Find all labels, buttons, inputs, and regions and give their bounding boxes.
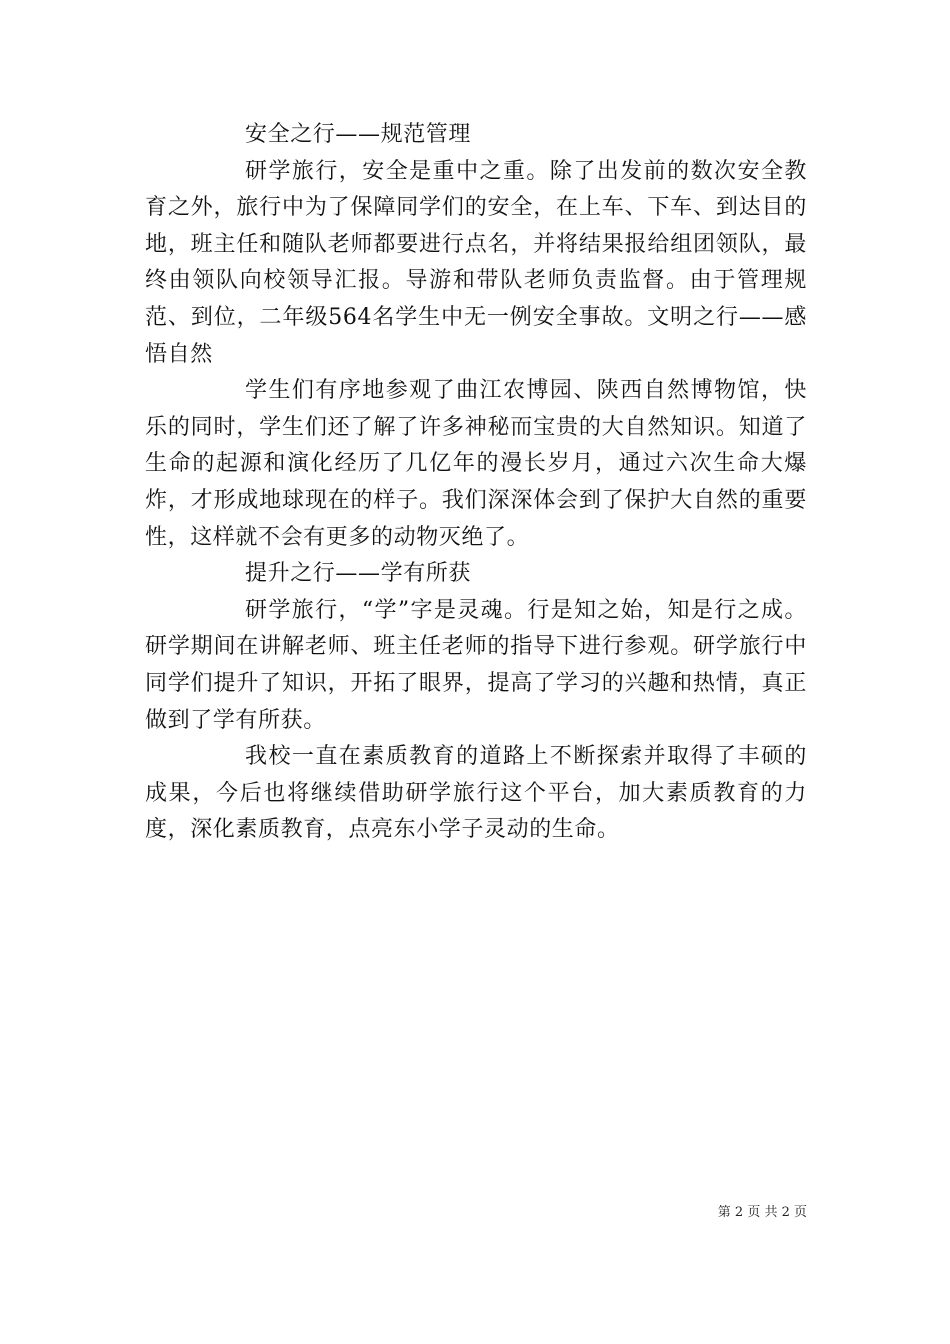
page-number-footer: 第 2 页 共 2 页	[717, 1205, 807, 1220]
section-heading-safety: 安全之行——规范管理	[245, 122, 472, 147]
section-heading-improvement: 提升之行——学有所获	[245, 561, 472, 587]
paragraph-safety: 研学旅行，安全是重中之重。除了出发前的数次安全教育之外，旅行中为了保障同学们的安全，在上车、下车、到达目的地，班主任和随队老师都要进行点名，并将结果报给组团领队，最终由领队向校领导汇报。导游和带队老师负责监督。由于管理规范、到位，二年级564名学生中无一例安全事故。文明之行——感悟自然	[145, 158, 807, 367]
document-body	[145, 117, 807, 849]
paragraph-conclusion: 我校一直在素质教育的道路上不断探索并取得了丰硕的成果，今后也将继续借助研学旅行这个平台，加大素质教育的力度，深化素质教育，点亮东小学子灵动的生命。	[145, 744, 807, 843]
paragraph-learning: 研学旅行，“学”字是灵魂。行是知之始，知是行之成。研学期间在讲解老师、班主任老师的指导下进行参观。研学旅行中同学们提升了知识，开拓了眼界，提高了学习的兴趣和热情，真正做到了学有所获。	[145, 597, 807, 733]
paragraph-nature: 学生们有序地参观了曲江农博园、陕西自然博物馆，快乐的同时，学生们还了解了许多神秘而宝贵的大自然知识。知道了生命的起源和演化经历了几亿年的漫长岁月，通过六次生命大爆炸，才形成地球现在的样子。我们深深体会到了保护大自然的重要性，这样就不会有更多的动物灭绝了。	[145, 378, 807, 550]
